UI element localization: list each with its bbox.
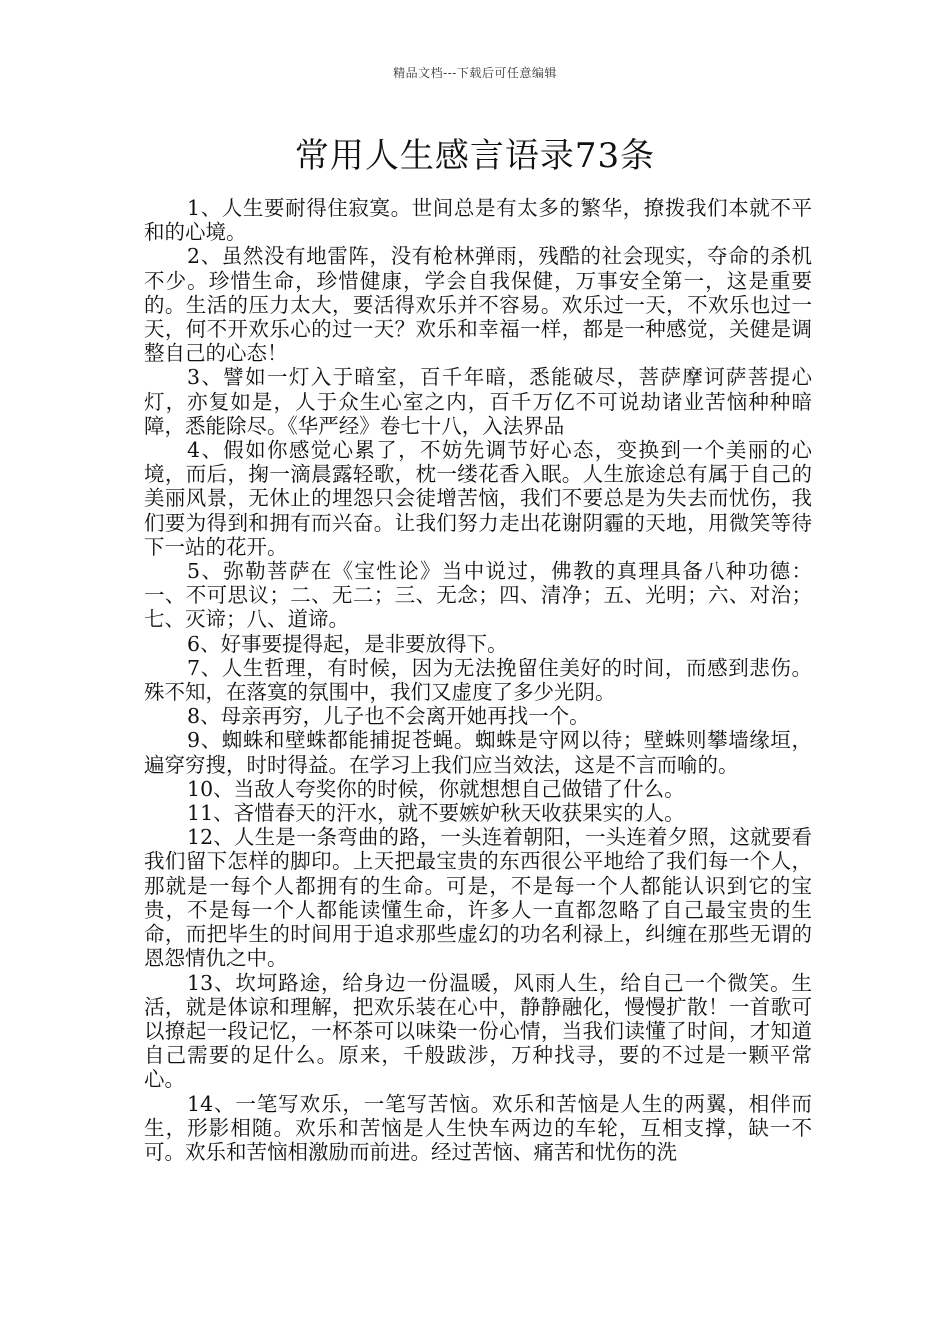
paragraph-12: 12、人生是一条弯曲的路，一头连着朝阳，一头连着夕照，这就要看我们留下怎样的脚印。上天把最宝贵的东西很公平地给了我们每一个人，那就是一每个人都拥有的生命。可是，不是每一个人都能认识到它的宝贵，不是每一个人都能读懂生命，许多人一直都忽略了自己最宝贵的生命，而把毕生的时间用于追求那些虚幻的功名利禄上，纠缠在那些无谓的恩怨情仇之中。 <box>144 825 812 971</box>
document-body <box>144 196 812 1164</box>
paragraph-2: 2、虽然没有地雷阵，没有枪林弹雨，残酷的社会现实，夺命的杀机不少。珍惜生命，珍惜健康，学会自我保健，万事安全第一，这是重要的。生活的压力太大，要活得欢乐并不容易。欢乐过一天，不欢乐也过一天，何不开欢乐心的过一天？欢乐和幸福一样，都是一种感觉，关健是调整自己的心态！ <box>144 244 812 366</box>
header-note: 精品文档---下载后可任意编辑 <box>393 66 557 80</box>
paragraph-11: 11、吝惜春天的汗水，就不要嫉妒秋天收获果实的人。 <box>187 801 685 826</box>
paragraph-4: 4、假如你感觉心累了，不妨先调节好心态，变换到一个美丽的心境，而后，掬一滴晨露轻歌，枕一缕花香入眠。人生旅途总有属于自己的美丽风景，无休止的埋怨只会徒增苦恼，我们不要总是为失去而忧伤，我们要为得到和拥有而兴奋。让我们努力走出花谢阴霾的天地，用微笑等待下一站的花开。 <box>144 438 812 559</box>
paragraph-8: 8、母亲再穷，儿子也不会离开她再找一个。 <box>187 704 590 729</box>
paragraph-1: 1、人生要耐得住寂寞。世间总是有太多的繁华，撩拨我们本就不平和的心境。 <box>144 196 812 245</box>
paragraph-9: 9、蜘蛛和壁蛛都能捕捉苍蝇。蜘蛛是守网以待；壁蛛则攀墙缘垣，遍穿穷搜，时时得益。在学习上我们应当效法，这是不言而喻的。 <box>144 728 812 777</box>
paragraph-14: 14、一笔写欢乐，一笔写苦恼。欢乐和苦恼是人生的两翼，相伴而生，形影相随。欢乐和苦恼是人生快车两边的车轮，互相支撑，缺一不可。欢乐和苦恼相激励而前进。经过苦恼、痛苦和忧伤的洗 <box>144 1091 812 1164</box>
paragraph-7: 7、人生哲理，有时候，因为无法挽留住美好的时间，而感到悲伤。殊不知，在落寞的氛围中，我们又虚度了多少光阴。 <box>144 655 812 705</box>
paragraph-5: 5、弥勒菩萨在《宝性论》当中说过，佛教的真理具备八种功德：一、不可思议；二、无二；三、无念；四、清净；五、光明；六、对治；七、灭谛；八、道谛。 <box>144 559 812 632</box>
paragraph-13: 13、坎坷路途，给身边一份温暖，风雨人生，给自己一个微笑。生活，就是体谅和理解，把欢乐装在心中，静静融化，慢慢扩散！一首歌可以撩起一段记忆，一杯茶可以味染一份心情，当我们读懂了时间，才知道自己需要的足什么。原来，千般跋涉，万种找寻，要的不过是一颗平常心。 <box>144 970 812 1092</box>
paragraph-10: 10、当敌人夸奖你的时候，你就想想自己做错了什么。 <box>187 776 685 801</box>
document-title: 常用人生感言语录73条 <box>294 136 656 176</box>
paragraph-3: 3、譬如一灯入于暗室，百千年暗，悉能破尽，菩萨摩诃萨菩提心灯，亦复如是，人于众生心室之内，百千万亿不可说劫诸业苦恼种种暗障，悉能除尽。《华严经》卷七十八，入法界品 <box>144 365 812 438</box>
paragraph-6: 6、好事要提得起，是非要放得下。 <box>187 631 508 656</box>
